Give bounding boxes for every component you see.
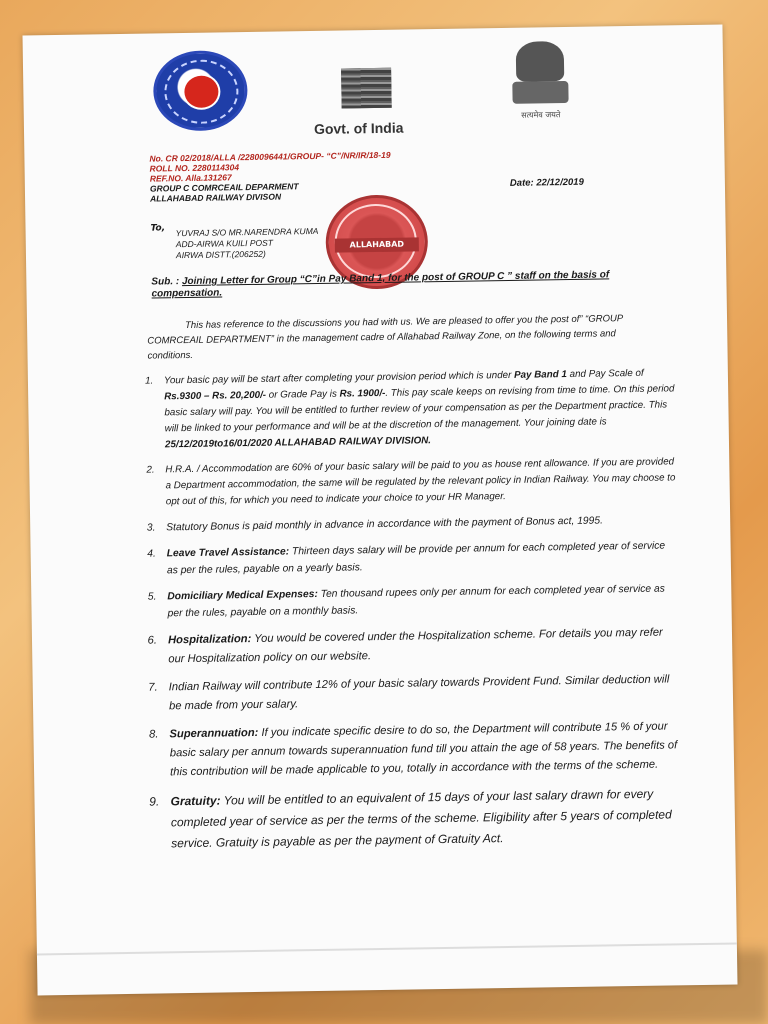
- qr-code: [341, 68, 392, 109]
- recipient-addr2: AIRWA DISTT.(206252): [175, 248, 266, 261]
- department-line: GROUP C COMRCEAIL DEPARMENT: [149, 181, 299, 194]
- term-item: 8. Superannuation: If you indicate specific desire to do so, the Department will contribute 15 % of your basic salary per annum towards superannuation fund till you attain the age of 58 years. The benefits of this contribution will be made applicable to you, totally in accordance with the terms of the scheme.: [161, 717, 682, 782]
- terms-list: [138, 365, 684, 863]
- term-item: 2. H.R.A. / Accommodation are 60% of your basic salary will be paid to you as house rent allowance. If you are provided a Department accommodation, the same will be regulated by the relevant policy in Indian Railway. You may choose to opt out of this, for which you need to indicate your choice to your HR Manager.: [157, 454, 678, 510]
- national-emblem: [508, 41, 573, 132]
- term-item: 5. Domiciliary Medical Expenses: Ten thousand rupees only per annum for each completed year of service as per the rules, payable on a monthly basis.: [159, 580, 679, 622]
- emblem-caption: सत्यमेव जयते: [521, 110, 561, 120]
- railway-logo: [153, 50, 248, 131]
- term-item: 1. Your basic pay will be start after completing your provision period which is under Pay Band 1 and Pay Scale of Rs.9300 – Rs. 20,200/- or Grade Pay is Rs. 1900/-. This pay scale keeps on revising from time to time. On this period basic salary will pay. You will be entitled to further review of your compensation as per the Department practice. This will be linked to your performance and will be at the discretion of the management. Your joining date is 25/12/2019to16/01/2020 ALLAHABAD RAILWAY DIVISION.: [156, 365, 677, 453]
- letter-date: Date: 22/12/2019: [509, 176, 584, 189]
- term-item: 3. Statutory Bonus is paid monthly in advance in accordance with the payment of Bonus act, 1995.: [158, 511, 678, 536]
- intro-paragraph: This has reference to the discussions you had with us. We are pleased to offer you the post of” “GROUP COMRCEAIL DEPARTMENT” in the management cadre of Allahabad Railway Zone, on the following terms and conditions.: [147, 313, 623, 362]
- term-item: 7. Indian Railway will contribute 12% of your basic salary towards Provident Fund. Similar deduction will be made from your salary.: [161, 670, 682, 716]
- term-item: 6. Hospitalization: You would be covered under the Hospitalization scheme. For details you may refer our Hospitalization policy on our website.: [160, 623, 681, 669]
- reference-number: No. CR 02/2018/ALLA /2280096441/GROUP- “C”/NR/IR/18-19: [149, 149, 391, 164]
- term-item: 4. Leave Travel Assistance: Thirteen days salary will be provide per annum for each completed year of service as per the rules, payable on a yearly basis.: [159, 537, 679, 579]
- recipient-address: [176, 226, 319, 261]
- stamp-text: ALLAHABAD: [335, 237, 419, 252]
- page-title: Govt. of India: [313, 119, 404, 137]
- division-line: ALLAHABAD RAILWAY DIVISON: [150, 191, 282, 204]
- ref-number: REF.NO. Alla.131267: [149, 172, 232, 184]
- subject-prefix: Sub. :: [151, 276, 180, 288]
- letter-page: [23, 25, 738, 996]
- recipient-name: YUVRAJ S/O MR.NARENDRA KUMA: [175, 225, 319, 239]
- subject-text: Joining Letter for Group “C”in Pay Band 1, for the post of GROUP C ” staff on the basis of compensation.: [151, 269, 610, 300]
- to-label: To,: [150, 223, 166, 234]
- subject-line: [151, 269, 621, 300]
- page-bottom-edge: [37, 942, 737, 955]
- roll-number: ROLL NO. 2280114304: [149, 162, 240, 174]
- term-item: 9. Gratuity: You will be entitled to an equivalent of 15 days of your last salary drawn for every completed year of service as per the terms of the scheme. Eligibility after 5 years of completed service. Gratuity is payable as per the payment of Gratuity Act.: [162, 783, 683, 854]
- recipient-addr1: ADD-AIRWA KUILI POST: [175, 237, 274, 250]
- reference-block: [149, 150, 391, 204]
